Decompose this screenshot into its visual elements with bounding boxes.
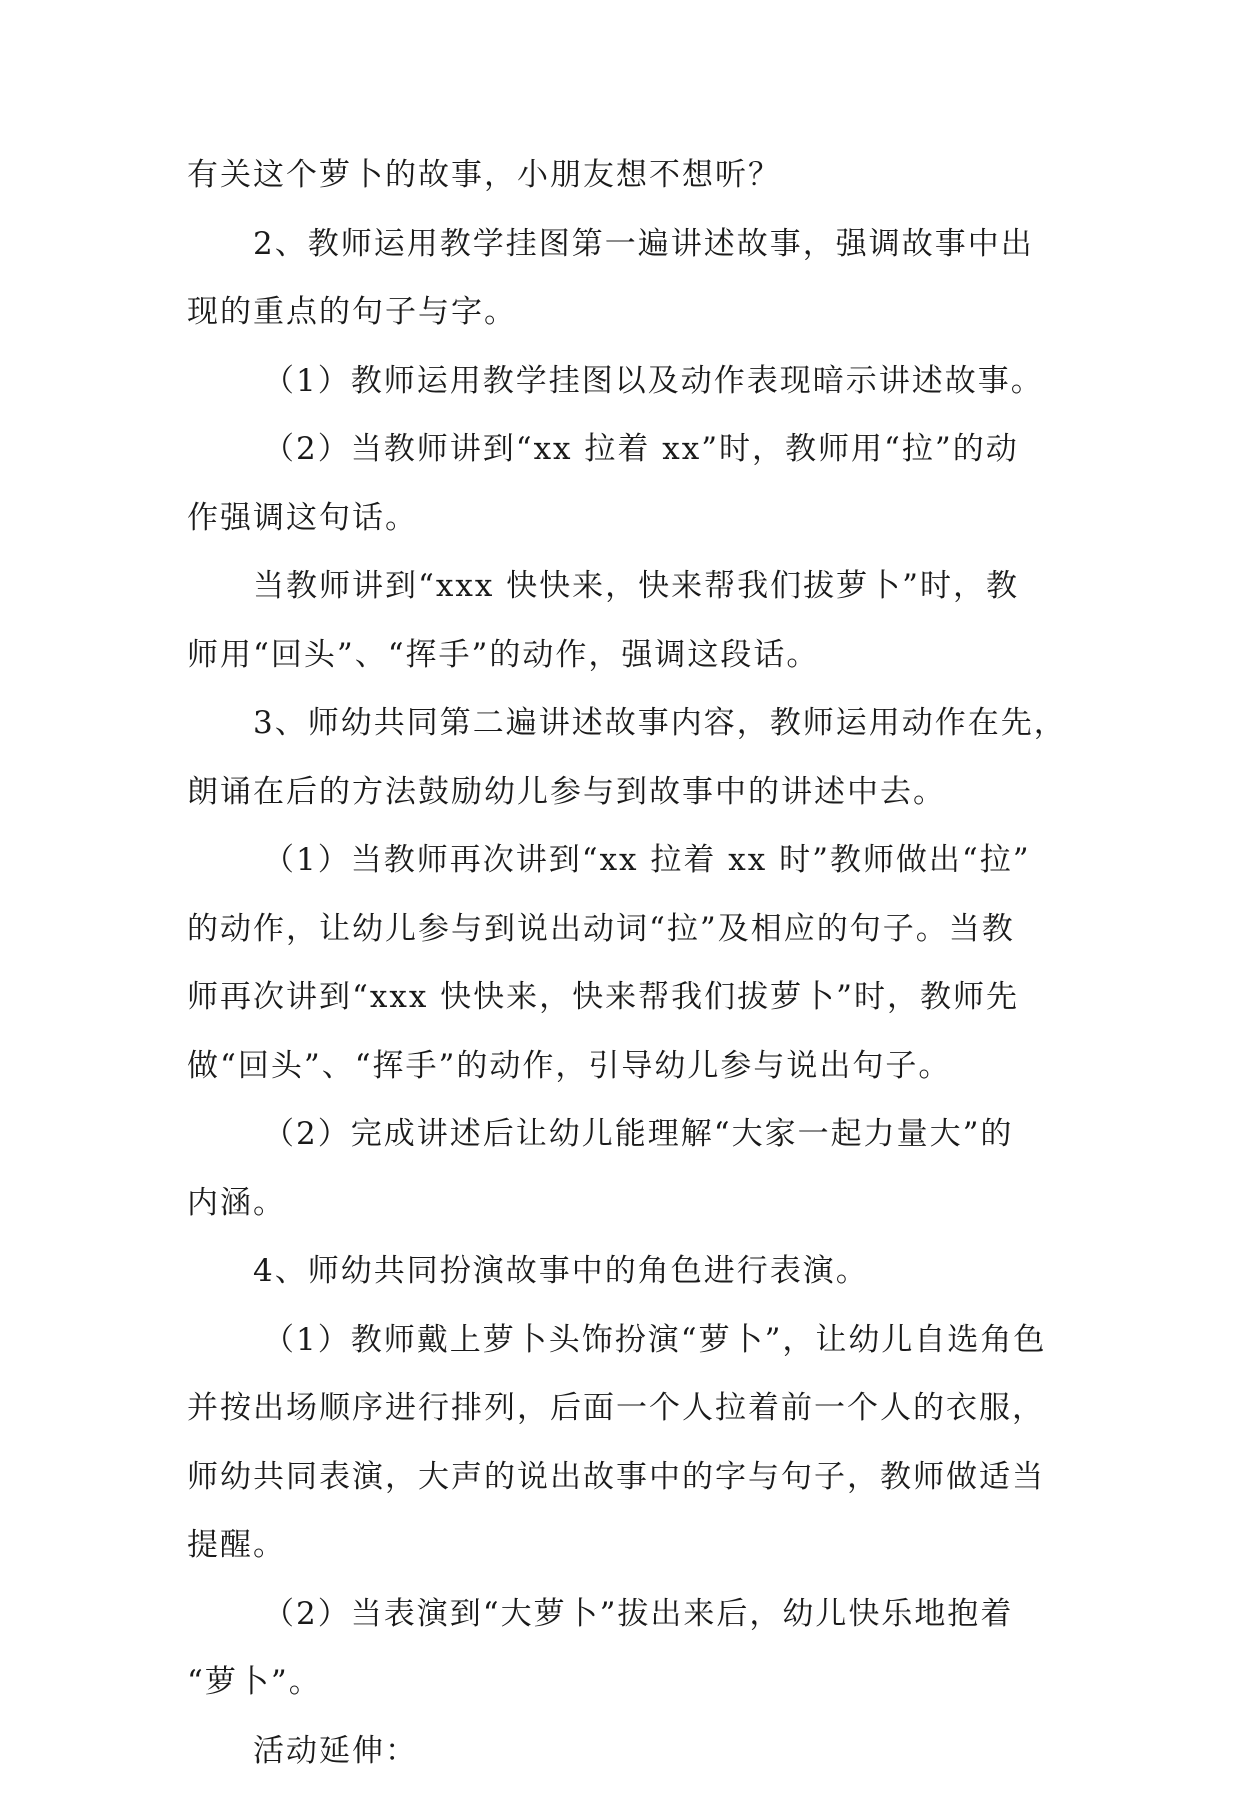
text-line: 内涵。 [187, 1183, 1067, 1252]
text-line: （1）教师戴上萝卜头饰扮演“萝卜”，让幼儿自选角色 [187, 1320, 1067, 1389]
text-line: 活动延伸： [187, 1731, 1067, 1799]
text-line: 的动作，让幼儿参与到说出动词“拉”及相应的句子。当教 [187, 909, 1067, 978]
text-line: 4、师幼共同扮演故事中的角色进行表演。 [187, 1251, 1067, 1320]
text-line: 2、教师运用教学挂图第一遍讲述故事，强调故事中出 [187, 224, 1067, 293]
text-line: 当教师讲到“xxx 快快来，快来帮我们拔萝卜”时，教 [187, 566, 1067, 635]
text-line: （1）当教师再次讲到“xx 拉着 xx 时”教师做出“拉” [187, 840, 1067, 909]
text-line: （1）教师运用教学挂图以及动作表现暗示讲述故事。 [187, 361, 1067, 430]
text-line: 师用“回头”、“挥手”的动作，强调这段话。 [187, 635, 1067, 704]
text-line: 提醒。 [187, 1525, 1067, 1594]
text-line: 作强调这句话。 [187, 498, 1067, 567]
text-line: （2）当表演到“大萝卜”拔出来后，幼儿快乐地抱着 [187, 1594, 1067, 1663]
text-line: 3、师幼共同第二遍讲述故事内容，教师运用动作在先， [187, 703, 1067, 772]
body-text [187, 155, 1067, 1799]
text-line: 朗诵在后的方法鼓励幼儿参与到故事中的讲述中去。 [187, 772, 1067, 841]
text-line: 师幼共同表演，大声的说出故事中的字与句子，教师做适当 [187, 1457, 1067, 1526]
text-line: 有关这个萝卜的故事，小朋友想不想听？ [187, 155, 1067, 224]
text-line: 现的重点的句子与字。 [187, 292, 1067, 361]
text-line: “萝卜”。 [187, 1662, 1067, 1731]
text-line: （2）当教师讲到“xx 拉着 xx”时，教师用“拉”的动 [187, 429, 1067, 498]
text-line: 并按出场顺序进行排列，后面一个人拉着前一个人的衣服， [187, 1388, 1067, 1457]
text-line: （2）完成讲述后让幼儿能理解“大家一起力量大”的 [187, 1114, 1067, 1183]
text-line: 师再次讲到“xxx 快快来，快来帮我们拔萝卜”时，教师先 [187, 977, 1067, 1046]
text-line: 做“回头”、“挥手”的动作，引导幼儿参与说出句子。 [187, 1046, 1067, 1115]
